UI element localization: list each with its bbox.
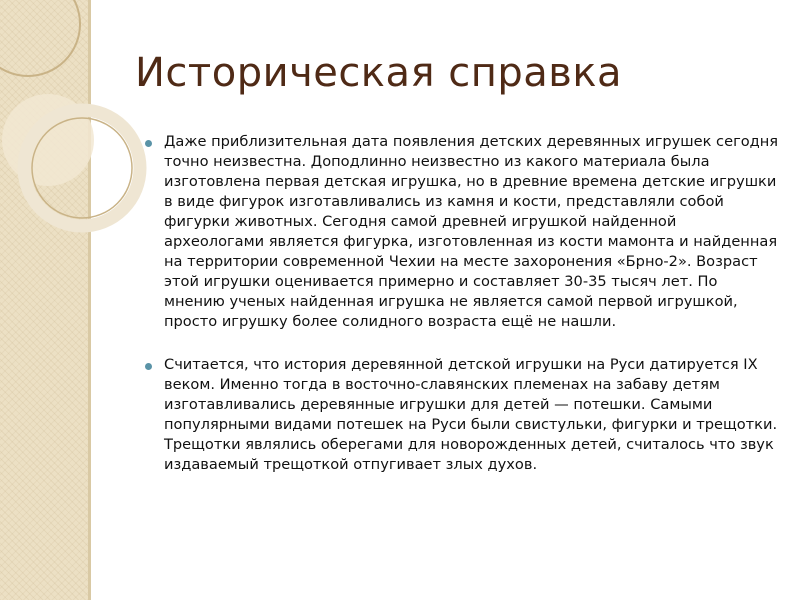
paragraph-text: Даже приблизительная дата появления детских деревянных игрушек сегодня точно неизвестна. Доподлинно неизвестно из какого материала была изготовлена первая детская игрушка, но в древние времена детские игрушки в виде фигурок изготавливались из камня и кости, представляли собой фигурки животных. Сегодня самой древней игрушкой найденной археологами является фигурка, изготовленная из кости мамонта и найденная на территории современной Чехии на месте захоронения «Брно-2». Возраст этой игрушки оценивается примерно и составляет 30-35 тысяч лет. По мнению ученых найденная игрушка не является самой первой игрушкой, просто игрушку более солидного возраста ещё не нашли.	[164, 133, 779, 330]
bullet-icon	[145, 363, 152, 370]
decorative-large-ring	[0, 0, 80, 76]
bullet-icon	[145, 140, 152, 147]
content-list	[145, 132, 780, 475]
bullet-paragraph-2	[145, 355, 780, 475]
slide-title: Историческая справка	[135, 50, 623, 96]
bullet-paragraph-1	[145, 132, 780, 332]
decorative-rings	[0, 0, 160, 280]
paragraph-text: Считается, что история деревянной детской игрушки на Руси датируется IX веком. Именно тогда в восточно-славянских племенах на забаву детям изготавливались деревянные игрушки для детей — потешки. Самыми популярными видами потешек на Руси были свистульки, фигурки и трещотки. Трещотки являлись оберегами для новорожденных детей, считалось что звук издаваемый трещоткой отпугивает злых духов.	[164, 356, 778, 473]
